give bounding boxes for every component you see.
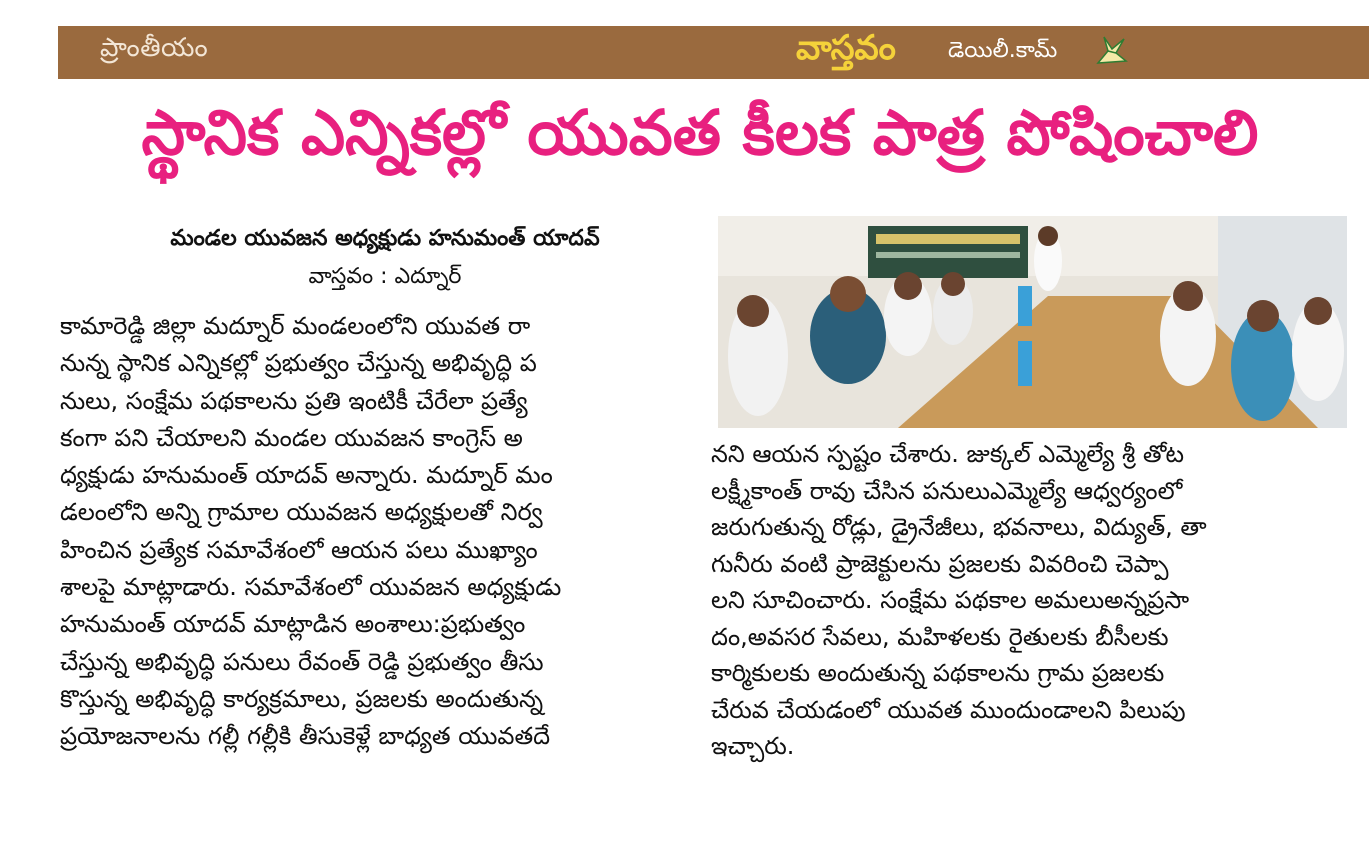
meeting-photo (718, 216, 1347, 428)
body-line: ప్రయోజనాలను గల్లీ గల్లీకి తీసుకెళ్లే బాధ్యత యువతదే (60, 722, 551, 751)
body-line: దం,అవసర సేవలు, మహిళలకు రైతులకు బీసీలకు (711, 622, 1169, 651)
body-line: కొస్తున్న అభివృద్ధి కార్యక్రమాలు, ప్రజలకు అందుతున్న (60, 684, 544, 713)
headline: స్థానిక ఎన్నికల్లో యువత కీలక పాత్ర పోషించాలి (141, 96, 1259, 169)
brand-name: వాస్తవం (796, 28, 896, 68)
article-column-2 (711, 436, 1316, 765)
body-line: నని ఆయన స్పష్టం చేశారు. జుక్కల్ ఎమ్మెల్యే శ్రీ తోట (711, 440, 1185, 468)
dateline: వాస్తవం : ఎద్నూర్ (308, 264, 462, 289)
body-line: కంగా పని చేయాలని మండల యువజన కాంగ్రెస్ అ (60, 423, 523, 452)
body-line: నున్న స్థానిక ఎన్నికల్లో ప్రభుత్వం చేస్తున్న అభివృద్ధి ప (60, 349, 537, 378)
body-line: డలంలోని అన్ని గ్రామాల యువజన అధ్యక్షులతో నిర్వ (60, 498, 543, 527)
section-label: ప్రాంతీయం (100, 33, 209, 63)
body-line: హనుమంత్ యాదవ్ మాట్లాడిన అంశాలు:ప్రభుత్వం (60, 610, 526, 639)
article-column-1 (60, 308, 690, 756)
body-line: చేస్తున్న అభివృద్ధి పనులు రేవంత్ రెడ్డి ప్రభుత్వం తీసు (60, 647, 544, 676)
body-line: ఇచ్చారు. (711, 732, 795, 760)
body-line: హించిన ప్రత్యేక సమావేశంలో ఆయన పలు ముఖ్యాం (60, 535, 538, 564)
bird-logo-icon (1094, 33, 1130, 69)
body-line: కార్మికులకు అందుతున్న పథకాలను గ్రామ ప్రజలకు (711, 659, 1165, 687)
body-line: శాలపై మాట్లాడారు. సమావేశంలో యువజన అధ్యక్షుడు (60, 573, 562, 602)
body-line: లని సూచించారు. సంక్షేమ పథకాల అమలుఅన్నప్రసా (711, 586, 1190, 614)
body-line: నులు, సంక్షేమ పథకాలను ప్రతి ఇంటికీ చేరేలా ప్రత్యే (60, 386, 528, 415)
body-line: చేరువ చేయడంలో యువత ముందుండాలని పిలుపు (711, 695, 1186, 724)
subhead: మండల యువజన అధ్యక్షుడు హనుమంత్ యాదవ్ (170, 226, 600, 251)
body-line: జరుగుతున్న రోడ్లు, డ్రైనేజీలు, భవనాలు, విద్యుత్, తా (711, 513, 1207, 541)
brand-domain: డెయిలీ.కామ్ (948, 38, 1058, 63)
body-line: ధ్యక్షుడు హనుమంత్ యాదవ్ అన్నారు. మద్నూర్ మం (60, 461, 553, 490)
body-line: గునీరు వంటి ప్రాజెక్టులను ప్రజలకు వివరించి చెప్పా (711, 549, 1169, 578)
header-bar (58, 26, 1369, 79)
body-line: లక్ష్మీకాంత్ రావు చేసిన పనులుఎమ్మెల్యే ఆధ్వర్యంలో (711, 476, 1183, 505)
body-line: కామారెడ్డి జిల్లా మద్నూర్ మండలంలోని యువత రా (60, 312, 531, 340)
